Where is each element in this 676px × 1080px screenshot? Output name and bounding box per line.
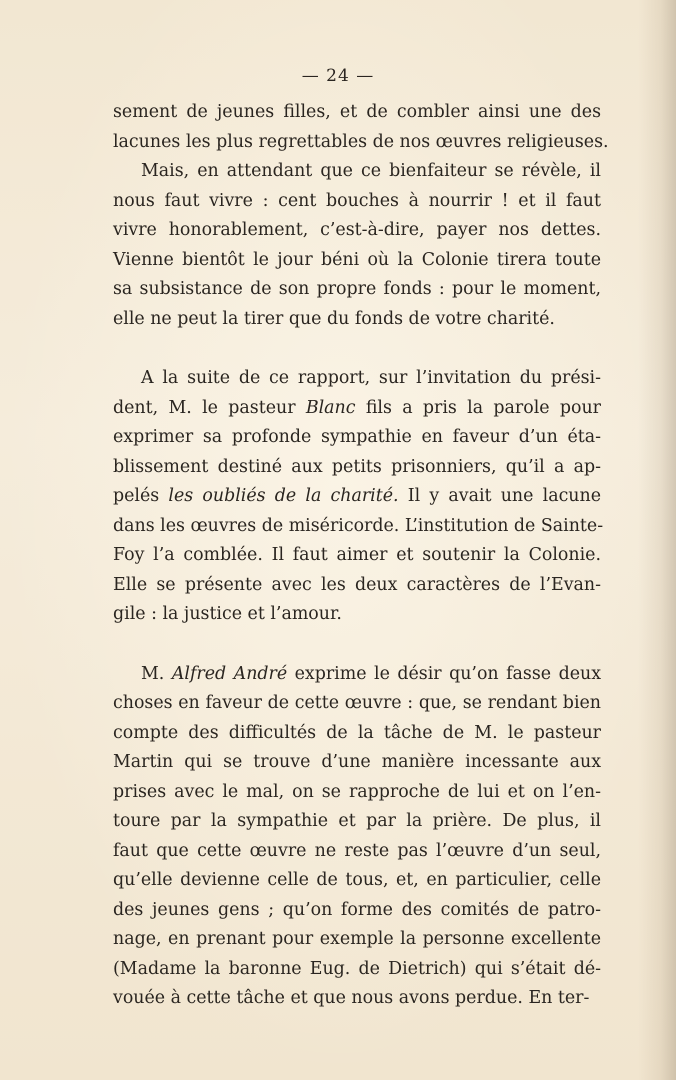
text-line (113, 394, 601, 424)
text-line: compte des difficultés de la tâche de M. le pasteur (113, 722, 601, 743)
text-line: vouée à cette tâche et que nous avons perdue. En ter- (113, 988, 590, 1008)
text-line: vivre honorablement, c’est-à-dire, payer nos dettes. (113, 220, 601, 240)
paragraph-gap (113, 630, 601, 660)
text-line: nage, en prenant pour exemple la personne excellente (113, 929, 601, 949)
text-line: elle ne peut la tirer que du fonds de votre charité. (113, 308, 555, 329)
paragraph (113, 98, 609, 157)
text-line: sement de jeunes filles, et de combler ainsi une des (113, 102, 601, 122)
page-edge-shadow (638, 0, 676, 1080)
text-line: (Madame la baronne Eug. de Dietrich) qui s’était dé- (113, 958, 601, 979)
text-line: prises avec le mal, on se rapproche de lui et on l’en- (113, 781, 601, 802)
page-number: — 24 — (301, 66, 375, 86)
text-line: faut que cette œuvre ne reste pas l’œuvre d’un seul, (113, 840, 601, 861)
text-run: exprime le désir qu’on fasse deux (287, 663, 601, 684)
paragraph (113, 660, 601, 1014)
text-line: sa subsistance de son propre fonds : pour le moment, (113, 279, 601, 299)
paragraph-gap (113, 334, 601, 364)
text-line (113, 660, 601, 690)
text-run: Il y avait une lacune (398, 486, 601, 506)
text-line: exprimer sa profonde sympathie en faveur d’un éta- (113, 427, 601, 447)
text-line: dans les œuvres de miséricorde. L’institution de Sainte- (113, 515, 604, 536)
body-text (113, 98, 609, 1014)
text-line: nous faut vivre : cent bouches à nourrir ! et il faut (113, 190, 601, 211)
text-line: Vienne bientôt le jour béni où la Colonie tirera toute (113, 249, 601, 270)
text-line: gile : la justice et l’amour. (113, 604, 342, 624)
text-line: choses en faveur de cette œuvre : que, se rendant bien (113, 693, 601, 713)
text-line: qu’elle devienne celle de tous, et, en particulier, celle (113, 870, 601, 890)
text-line: Mais, en attendant que ce bienfaiteur se révèle, il (141, 161, 601, 181)
text-line: toure par la sympathie et par la prière. De plus, il (113, 811, 601, 831)
text-run: fils a pris la parole pour (355, 397, 601, 418)
text-run: M. (141, 663, 172, 684)
text-line: des jeunes gens ; qu’on forme des comités de patro- (113, 899, 601, 920)
text-run: pelés (113, 486, 169, 506)
text-line: blissement destiné aux petits prisonniers, qu’il a ap- (113, 456, 601, 477)
text-line: lacunes les plus regrettables de nos œuvres religieuses. (113, 131, 609, 152)
text-line (113, 482, 601, 512)
speaker-name: Alfred André (171, 663, 288, 684)
text-line: A la suite de ce rapport, sur l’invitation du prési- (141, 368, 601, 388)
text-line: Foy l’a comblée. Il faut aimer et soutenir la Colonie. (113, 545, 601, 565)
paragraph (113, 157, 601, 334)
text-run: dent, M. le pasteur (113, 397, 306, 418)
text-line: Elle se présente avec les deux caractères de l’Evan- (113, 574, 601, 595)
speaker-name: Blanc (305, 397, 356, 418)
paragraph (113, 364, 604, 630)
italic-phrase: les oubliés de la charité. (168, 486, 399, 506)
text-line: Martin qui se trouve d’une manière incessante aux (113, 752, 601, 772)
